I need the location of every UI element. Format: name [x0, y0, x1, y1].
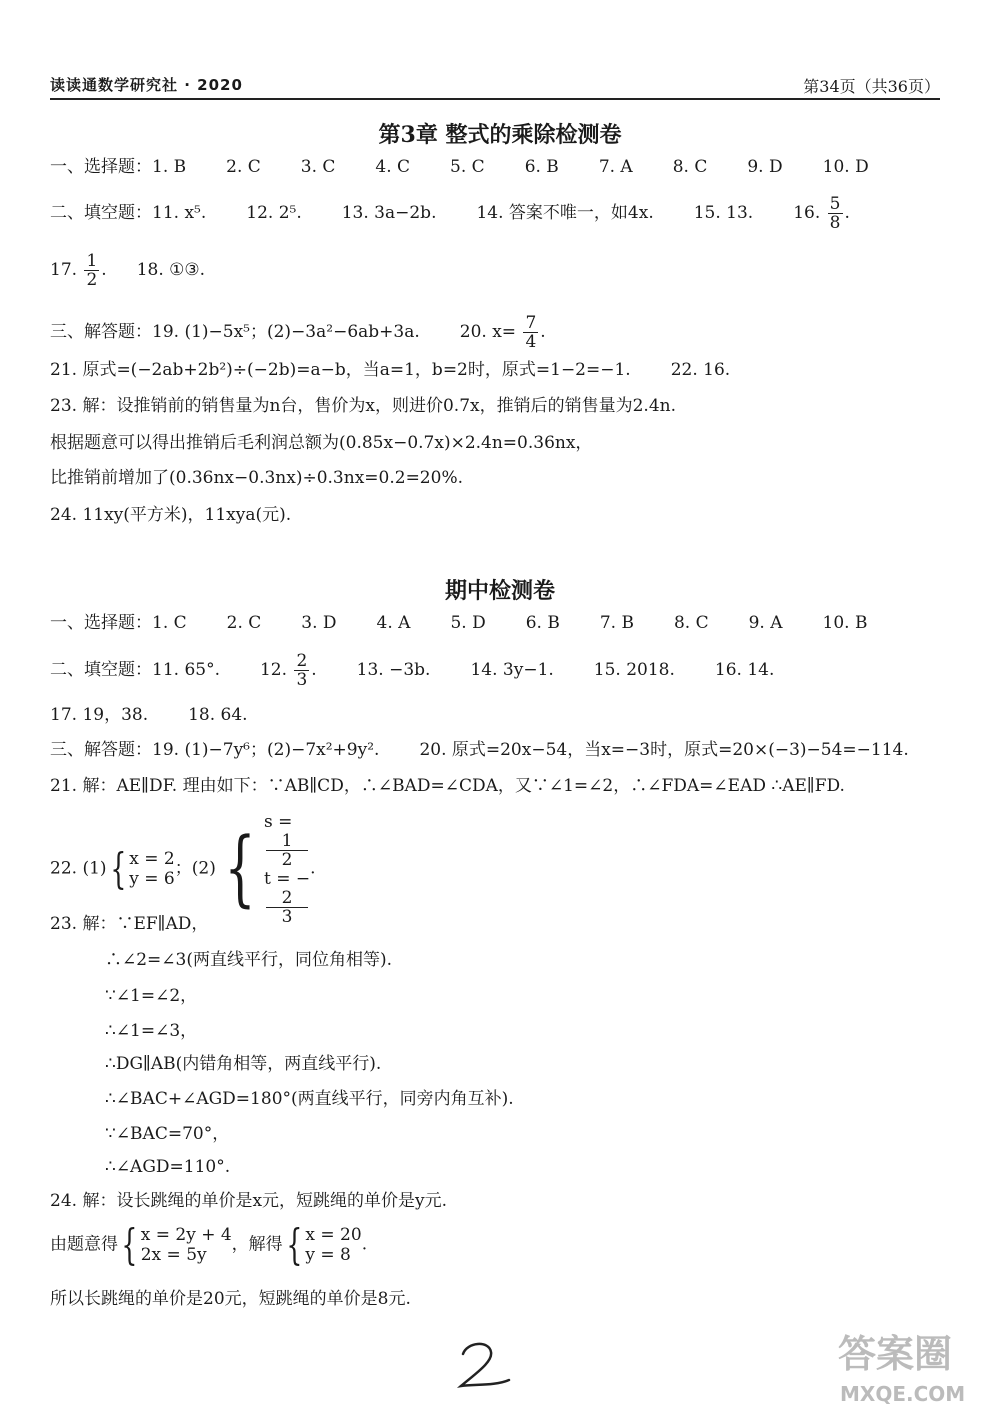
sec2-answer-23-line7: ∵∠BAC=70°， [105, 1124, 230, 1144]
sec1-answers-19-20: 三、解答题：19. (1)−5x⁵；(2)−3a²−6ab+3a. 20. x= $\frac{7}{4}$ . [50, 313, 546, 352]
sec2-answer-23-line4: ∴∠1=∠3， [105, 1021, 198, 1041]
sec2-answer-23-line5: ∴DG∥AB(内错角相等，两直线平行). [105, 1054, 382, 1074]
sec2-answer-23-line6: ∴∠BAC+∠AGD=180°(两直线平行，同旁内角互补). [105, 1089, 514, 1109]
header-divider [50, 98, 940, 100]
sec2-answer-23-line8: ∴∠AGD=110°. [105, 1157, 231, 1177]
sec1-fill-blanks-row1: 二、填空题：11. x⁵. 12. 2⁵. 13. 3a−2b. 14. 答案不唯一，如4x. 15. 13. 16. $\frac{5}{8}$ . [50, 194, 850, 233]
equation-system-1: x = 2 y = 6 [129, 849, 175, 889]
sec1-answer-23-line1: 23. 解：设推销前的销售量为n台，售价为x，则进价0.7x，推销后的销售量为2.4n. [50, 396, 676, 416]
sec2-fill-blanks-row1: 二、填空题：11. 65°. 12. $\frac{2}{3}$ . 13. −3b. 14. 3y−1. 15. 2018. 16. 14. [50, 651, 775, 690]
sec2-answer-23-line2: ∴∠2=∠3(两直线平行，同位角相等). [105, 950, 393, 970]
left-brace: { [121, 1220, 138, 1269]
section1-title: 第3章 整式的乘除检测卷 [378, 122, 622, 148]
svg-text:答案圈: 答案圈 [838, 1332, 953, 1376]
equation-system-2: s = 1 2 t = − 2 3 [264, 812, 311, 927]
fraction-7-4: $\frac{7}{4}$ [525, 313, 537, 352]
sec2-answers-19-20: 三、解答题：19. (1)−7y⁶；(2)−7x²+9y². 20. 原式=20x−54，当x=−3时，原式=20×(−3)−54=−114. [50, 740, 909, 760]
fraction-1-2: $\frac{1}{2}$ [86, 251, 98, 290]
watermark-logo [830, 1319, 980, 1409]
handwritten-page-number [455, 1340, 515, 1390]
sec1-answer-24: 24. 11xy(平方米)，11xya(元). [50, 505, 292, 525]
equation-system-3: x = 2y + 4 2x = 5y [140, 1225, 232, 1265]
section2-title: 期中检测卷 [444, 578, 555, 604]
sec1-answer-21-22: 21. 原式=(−2ab+2b²)÷(−2b)=a−b，当a=1，b=2时，原式=1−2=−1. 22. 16. [50, 360, 731, 380]
left-brace: { [224, 821, 256, 916]
sec2-answer-22: 22. (1){ x = 2 y = 6 ；(2) { s = 1 2 t = − 2 3 . [50, 812, 316, 927]
left-brace: { [109, 844, 126, 893]
sec2-answer-23-line3: ∵∠1=∠2， [105, 986, 198, 1006]
sec2-answer-24-line3: 所以长跳绳的单价是20元，短跳绳的单价是8元. [50, 1289, 411, 1309]
svg-text:MXQE.COM: MXQE.COM [840, 1382, 966, 1406]
sec2-answer-23-line1: 23. 解：∵EF∥AD， [50, 914, 209, 934]
sec1-multiple-choice: 一、选择题：1. B 2. C 3. C 4. C 5. C 6. B 7. A 8. C 9. D 10. D [50, 157, 869, 177]
header-page-number: 第34页（共36页） [803, 77, 940, 96]
sec1-fill-blanks-row2: 17. $\frac{1}{2}$ . 18. ①③. [50, 251, 206, 290]
header-publisher: 读读通数学研究社 · 2020 [50, 76, 243, 94]
sec2-answer-24-line2: 由题意得{ x = 2y + 4 2x = 5y ，解得{ x = 20 y = 8 . [50, 1220, 368, 1269]
fraction-5-8: $\frac{5}{8}$ [829, 194, 841, 233]
sec1-answer-23-line3: 比推销前增加了(0.36nx−0.3nx)÷0.3nx=0.2=20%. [50, 468, 463, 488]
left-brace: { [286, 1220, 303, 1269]
sec2-fill-blanks-row2: 17. 19，38. 18. 64. [50, 705, 248, 725]
sec2-answer-21: 21. 解：AE∥DF. 理由如下：∵AB∥CD，∴∠BAD=∠CDA，又∵∠1=∠2，∴∠FDA=∠EAD ∴AE∥FD. [50, 776, 845, 796]
fraction-2-3: $\frac{2}{3}$ [296, 651, 308, 690]
equation-system-4: x = 20 y = 8 [305, 1225, 362, 1265]
sec2-multiple-choice: 一、选择题：1. C 2. C 3. D 4. A 5. D 6. B 7. B 8. C 9. A 10. B [50, 613, 868, 633]
sec2-answer-24-line1: 24. 解：设长跳绳的单价是x元，短跳绳的单价是y元. [50, 1191, 448, 1211]
sec1-answer-23-line2: 根据题意可以得出推销后毛利润总额为(0.85x−0.7x)×2.4n=0.36nx， [50, 433, 593, 453]
